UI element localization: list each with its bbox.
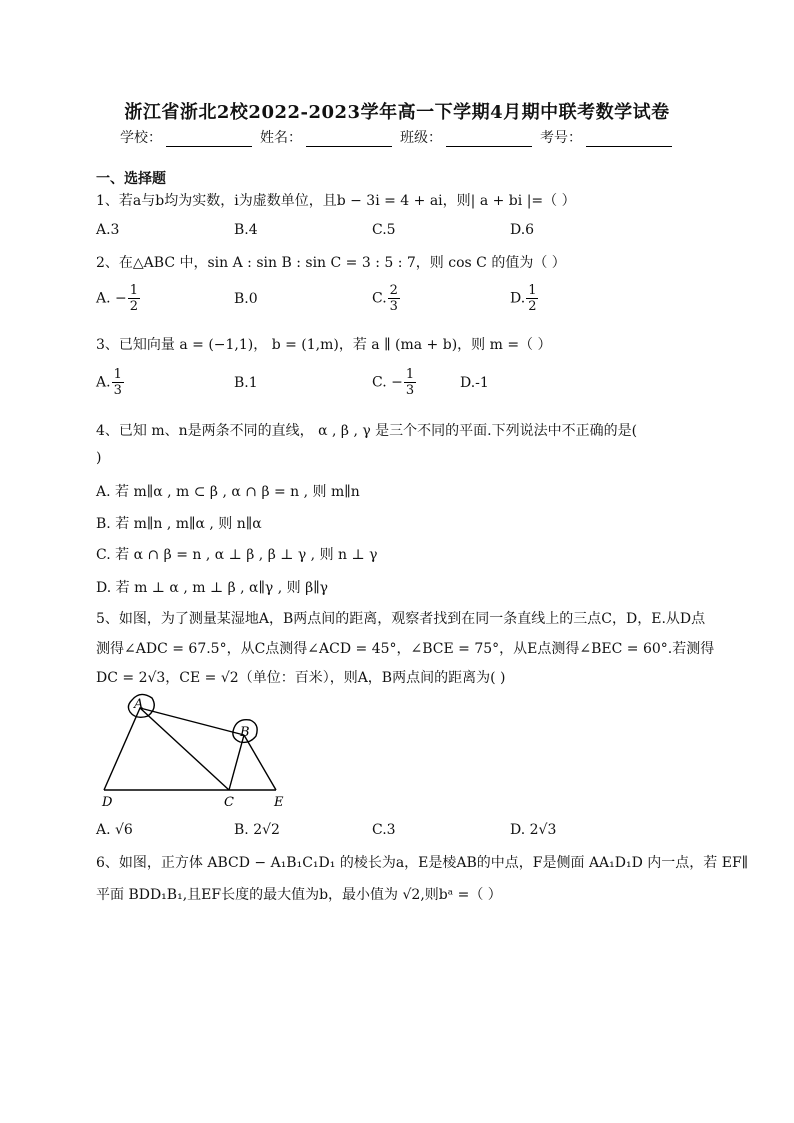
question-2-stem: 2、在△ABC 中，sin A : sin B : sin C = 3 : 5 : 7，则 cos C 的值为（ ） <box>96 255 566 271</box>
wetland-diagram <box>96 690 306 812</box>
q3-a-den: 3 <box>113 383 122 398</box>
label-a: A <box>134 697 144 712</box>
name-label: 姓名： <box>260 130 302 146</box>
q3-c-fraction <box>404 367 416 398</box>
q5-option-b: B. 2√2 <box>234 822 280 838</box>
question-6-line-2: 平面 BDD₁B₁,且EF长度的最大值为b，最小值为 √2,则bᵃ =（ ） <box>96 887 502 903</box>
q3-a-prefix: A. <box>96 374 111 391</box>
school-blank[interactable] <box>166 132 252 147</box>
q2-c-prefix: C. <box>372 290 387 307</box>
segment-da <box>104 708 140 790</box>
class-label: 班级： <box>400 130 442 146</box>
q3-c-prefix: C. − <box>372 374 403 391</box>
q3-a-fraction <box>112 367 124 398</box>
question-6-line-1: 6、如图，正方体 ABCD − A₁B₁C₁D₁ 的棱长为a，E是棱AB的中点，F是侧面 AA₁D₁D 内一点，若 EF∥ <box>96 855 749 871</box>
label-e: E <box>274 795 284 810</box>
q5-option-c: C.3 <box>372 822 396 838</box>
q2-option-c <box>372 283 401 314</box>
q1-option-b: B.4 <box>234 222 258 238</box>
q3-c-den: 3 <box>405 383 415 398</box>
label-d: D <box>102 795 113 810</box>
section-heading: 一、选择题 <box>96 171 166 187</box>
q2-c-num: 2 <box>389 283 398 298</box>
q5-option-d: D. 2√3 <box>510 822 557 838</box>
question-4-stem: 4、已知 m、n是两条不同的直线， α , β , γ 是三个不同的平面.下列说法中不正确的是( <box>96 423 638 439</box>
question-4-stem-end: ) <box>96 450 102 466</box>
q2-d-prefix: D. <box>510 290 526 307</box>
q2-option-b: B.0 <box>234 291 258 307</box>
label-b: B <box>240 725 250 740</box>
q4-option-d: D. 若 m ⊥ α , m ⊥ β , α∥γ , 则 β∥γ <box>96 580 329 596</box>
q4-option-b: B. 若 m∥n , m∥α , 则 n∥α <box>96 516 262 532</box>
q1-option-a: A.3 <box>96 222 120 238</box>
q1-option-c: C.5 <box>372 222 396 238</box>
question-5-line-2: 测得∠ADC = 67.5°，从C点测得∠ACD = 45°，∠BCE = 75°，从E点测得∠BEC = 60°.若测得 <box>96 641 715 657</box>
class-blank[interactable] <box>446 132 532 147</box>
q2-d-fraction <box>526 283 538 314</box>
q3-option-d: D.-1 <box>460 375 489 391</box>
segment-cb <box>229 735 244 790</box>
q2-d-den: 2 <box>528 299 537 314</box>
number-label: 考号： <box>540 130 582 146</box>
question-5-line-1: 5、如图，为了测量某湿地A，B两点间的距离，观察者找到在同一条直线上的三点C，D，E.从D点 <box>96 611 706 627</box>
q3-c-num: 1 <box>405 367 415 382</box>
q5-option-a: A. √6 <box>96 822 133 838</box>
question-1-stem: 1、若a与b均为实数，i为虚数单位，且b − 3i = 4 + ai，则| a + bi |=（ ） <box>96 193 576 209</box>
q4-option-a: A. 若 m∥α , m ⊂ β , α ∩ β = n , 则 m∥n <box>96 484 360 500</box>
q3-option-c <box>372 367 417 398</box>
q2-a-fraction <box>128 283 140 314</box>
q2-d-num: 1 <box>528 283 537 298</box>
segment-be <box>244 735 276 790</box>
q3-a-num: 1 <box>113 367 122 382</box>
q2-option-d <box>510 283 539 314</box>
q2-c-fraction <box>388 283 400 314</box>
school-label: 学校： <box>120 130 162 146</box>
question-3-stem: 3、已知向量 a = (−1,1)， b = (1,m)，若 a ∥ (ma + b)，则 m =（ ） <box>96 337 552 353</box>
q3-option-b: B.1 <box>234 375 258 391</box>
number-blank[interactable] <box>586 132 672 147</box>
segment-ac <box>140 708 229 790</box>
name-blank[interactable] <box>306 132 392 147</box>
q4-option-c: C. 若 α ∩ β = n , α ⊥ β , β ⊥ γ , 则 n ⊥ γ <box>96 547 378 563</box>
q2-a-den: 2 <box>129 299 139 314</box>
q2-option-a <box>96 283 141 314</box>
question-5-line-3: DC = 2√3，CE = √2（单位：百米），则A，B两点间的距离为( ) <box>96 670 506 686</box>
q2-c-den: 3 <box>389 299 398 314</box>
exam-title: 浙江省浙北2校2022-2023学年高一下学期4月期中联考数学试卷 <box>124 102 670 123</box>
student-info-line <box>120 127 676 147</box>
q3-option-a <box>96 367 125 398</box>
label-c: C <box>224 795 234 810</box>
q2-a-prefix: A. − <box>96 290 127 307</box>
q1-option-d: D.6 <box>510 222 535 238</box>
q2-a-num: 1 <box>129 283 139 298</box>
